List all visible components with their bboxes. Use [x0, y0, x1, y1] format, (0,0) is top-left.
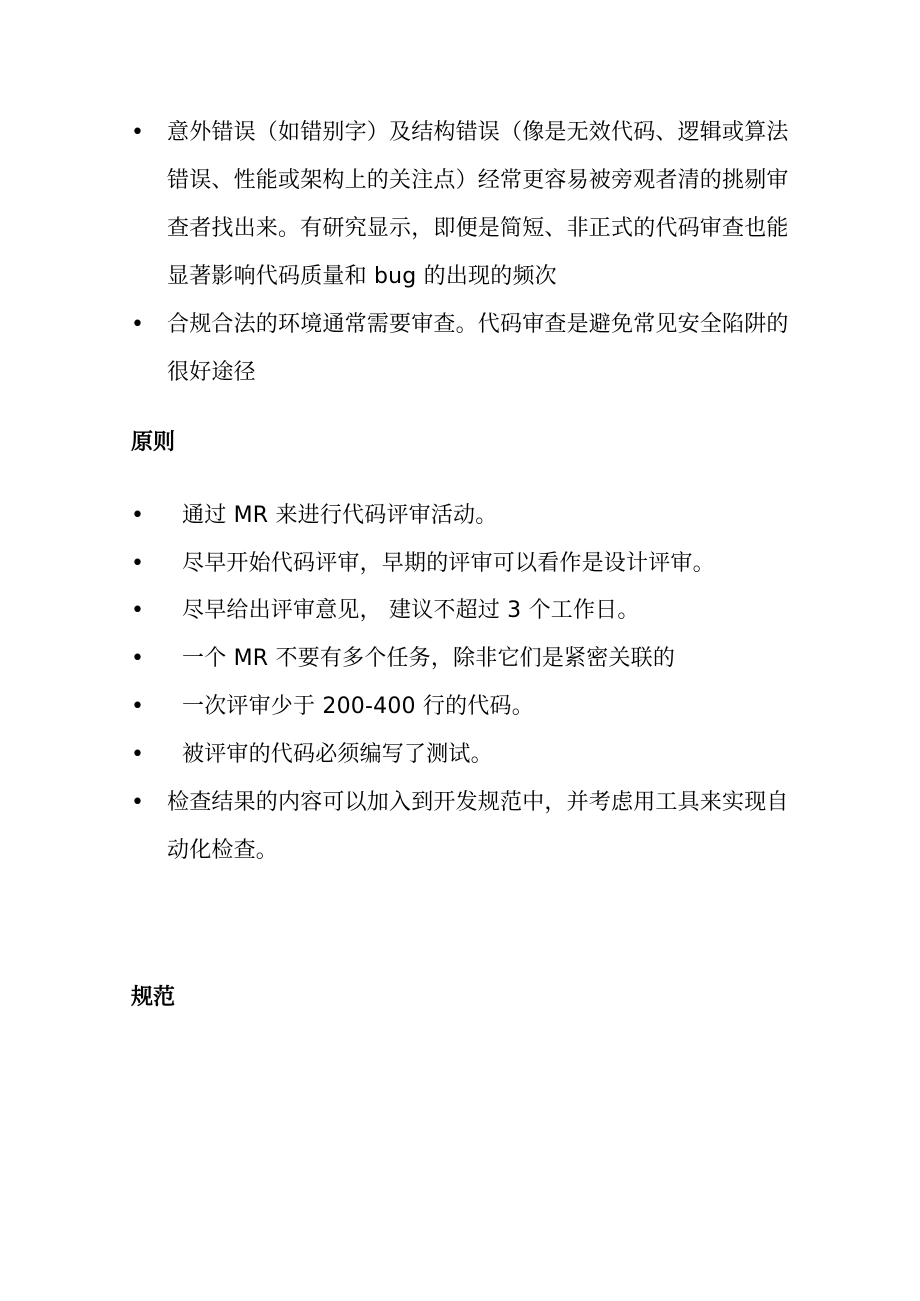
principles-list-item — [131, 587, 811, 635]
list-item-text: 尽早给出评审意见， 建议不超过 3 个工作日。 — [182, 598, 640, 623]
bullet-marker: • — [131, 790, 144, 815]
bullet-marker: • — [131, 120, 144, 145]
bullet-marker: • — [131, 742, 144, 767]
bullet-marker: • — [131, 551, 144, 576]
bullet-marker: • — [131, 312, 144, 337]
principles-list-item — [131, 635, 811, 683]
list-item-text: 通过 MR 来进行代码评审活动。 — [182, 503, 498, 528]
bullet-marker: • — [131, 598, 144, 623]
list-item-text: 一次评审少于 200-400 行的代码。 — [182, 694, 534, 719]
principles-list-item — [131, 540, 811, 588]
list-item-text: 尽早开始代码评审，早期的评审可以看作是设计评审。 — [182, 551, 715, 576]
intro-list-item — [131, 301, 811, 397]
principles-list-item — [131, 731, 811, 779]
principles-list-item — [131, 683, 811, 731]
bullet-marker: • — [131, 694, 144, 719]
list-item-text: 被评审的代码必须编写了测试。 — [182, 742, 493, 767]
list-item-text: 合规合法的环境通常需要审查。代码审查是避免常见安全陷阱的很好途径 — [167, 312, 789, 385]
section-heading-spec: 规范 — [131, 985, 176, 1010]
list-item-text: 检查结果的内容可以加入到开发规范中，并考虑用工具来实现自动化检查。 — [167, 790, 789, 863]
intro-list-item — [131, 109, 811, 301]
bullet-marker: • — [131, 503, 144, 528]
principles-list-item — [131, 492, 811, 540]
section-heading-principles: 原则 — [131, 430, 176, 455]
list-item-text: 一个 MR 不要有多个任务，除非它们是紧密关联的 — [182, 646, 676, 671]
principles-list-item — [131, 779, 811, 875]
bullet-marker: • — [131, 646, 144, 671]
list-item-text: 意外错误（如错别字）及结构错误（像是无效代码、逻辑或算法错误、性能或架构上的关注点）经常更容易被旁观者清的挑剔审查者找出来。有研究显示，即便是简短、非正式的代码审查也能显著影响代码质量和 bug 的出现的频次 — [167, 120, 789, 289]
